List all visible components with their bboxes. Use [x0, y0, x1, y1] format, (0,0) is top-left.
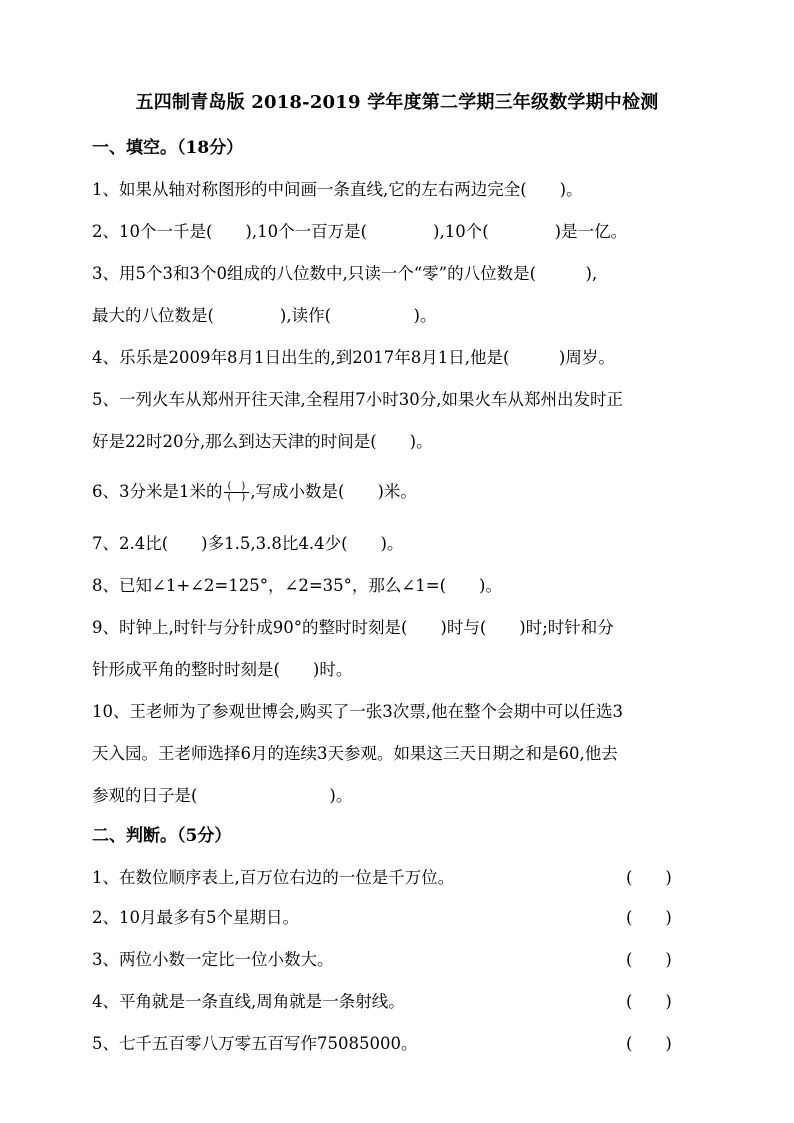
fraction-denominator: ( )	[227, 492, 246, 503]
fraction-blank	[224, 482, 250, 503]
judge-item-3: 3、两位小数一定比一位小数大。	[92, 950, 334, 969]
question-10-line-2: 天入园。王老师选择6月的连续3天参观。如果这三天日期之和是60,他去	[92, 744, 618, 763]
question-3-line-2: 最大的八位数是( ),读作( )。	[92, 306, 437, 325]
question-2: 2、10个一千是( ),10个一百万是( ),10个( )是一亿。	[92, 222, 628, 241]
question-5-line-2: 好是22时20分,那么到达天津的时间是( )。	[92, 432, 433, 451]
question-9-line-2: 针形成平角的整时时刻是( )时。	[92, 660, 353, 679]
judge-answer-1: ( )	[626, 868, 672, 887]
question-1: 1、如果从轴对称图形的中间画一条直线,它的左右两边完全( )。	[92, 180, 583, 199]
question-6-text-before: 6、3分米是1米的	[92, 482, 223, 501]
section-2-heading: 二、判断。（5分）	[92, 826, 232, 846]
judge-answer-3: ( )	[626, 950, 672, 969]
question-3-line-1: 3、用5个3和3个0组成的八位数中,只读一个“零”的八位数是( ),	[92, 264, 598, 283]
question-4: 4、乐乐是2009年8月1日出生的,到2017年8月1日,他是( )周岁。	[92, 348, 615, 367]
fraction-numerator: ( )	[224, 482, 250, 493]
question-6	[92, 480, 732, 504]
question-8: 8、已知∠1+∠2=125°，∠2=35°，那么∠1=( )。	[92, 576, 502, 595]
judge-answer-4: ( )	[626, 992, 672, 1011]
judge-answer-5: ( )	[626, 1034, 672, 1053]
question-6-text-after: ,写成小数是( )米。	[250, 482, 417, 501]
judge-item-5: 5、七千五百零八万零五百写作75085000。	[92, 1034, 418, 1053]
question-10-line-1: 10、王老师为了参观世博会,购买了一张3次票,他在整个会期中可以任选3	[92, 702, 623, 721]
judge-answer-2: ( )	[626, 908, 672, 927]
question-10-line-3: 参观的日子是( )。	[92, 786, 353, 805]
judge-item-1: 1、在数位顺序表上,百万位右边的一位是千万位。	[92, 868, 455, 887]
section-1-heading: 一、填空。（18分）	[92, 138, 244, 158]
judge-item-4: 4、平角就是一条直线,周角就是一条射线。	[92, 992, 405, 1011]
question-5-line-1: 5、一列火车从郑州开往天津,全程用7小时30分,如果火车从郑州出发时正	[92, 390, 623, 409]
page-title: 五四制青岛版 2018-2019 学年度第二学期三年级数学期中检测	[135, 92, 659, 113]
question-7: 7、2.4比( )多1.5,3.8比4.4少( )。	[92, 534, 404, 553]
judge-item-2: 2、10月最多有5个星期日。	[92, 908, 299, 927]
question-9-line-1: 9、时钟上,时针与分针成90°的整时时刻是( )时与( )时;时针和分	[92, 618, 614, 637]
